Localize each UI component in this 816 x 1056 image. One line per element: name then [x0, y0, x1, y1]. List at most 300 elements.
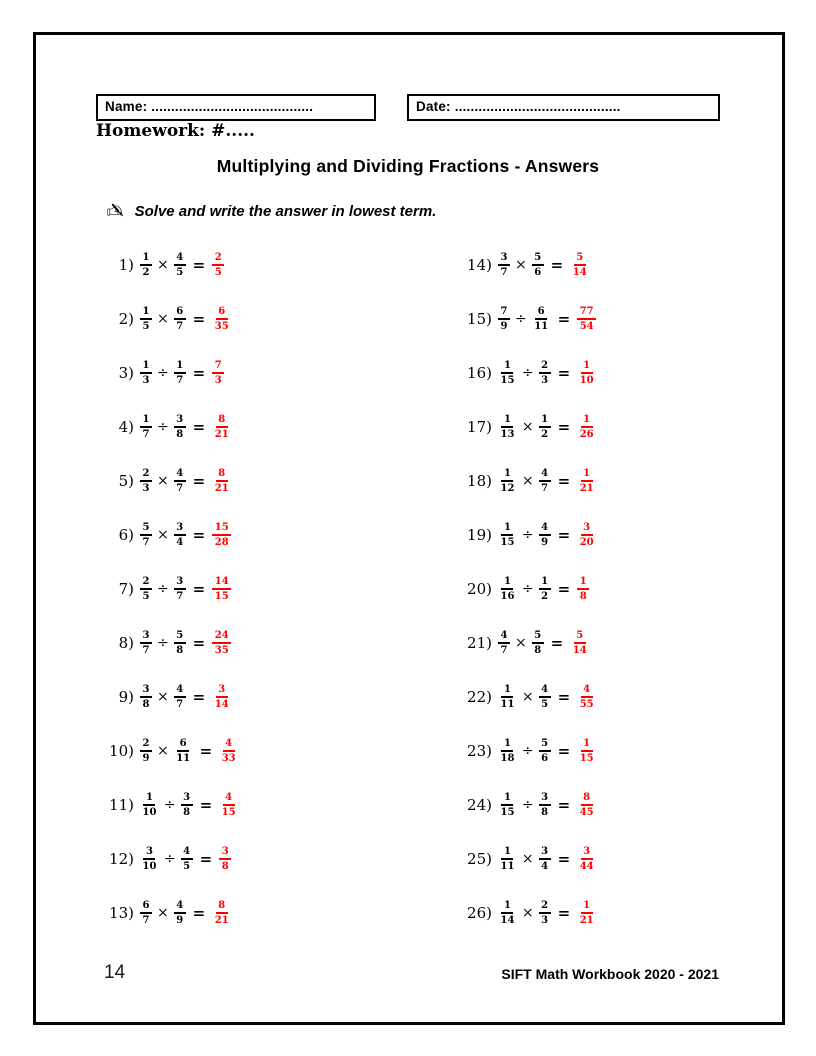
fraction-operand-1	[498, 467, 517, 495]
operator-sign: ÷	[156, 581, 169, 597]
fraction-numerator: 1	[501, 575, 513, 590]
operator-sign: ×	[521, 851, 534, 867]
fraction-numerator: 77	[577, 305, 596, 320]
fraction-numerator: 2	[140, 575, 152, 590]
fraction-numerator: 1	[501, 521, 513, 536]
problem-number: 25)	[467, 850, 492, 868]
problem-number: 22)	[467, 688, 492, 706]
fraction-denominator: 2	[142, 267, 150, 278]
fraction-numerator: 15	[212, 521, 231, 536]
fraction-numerator: 6	[177, 737, 189, 752]
fraction-denominator: 15	[221, 807, 236, 818]
fraction-numerator: 6	[140, 899, 152, 914]
fraction-numerator: 5	[532, 251, 544, 266]
problem-number: 9)	[118, 688, 134, 706]
problem-row	[440, 724, 596, 778]
fraction-answer	[219, 845, 231, 873]
fraction-denominator: 5	[176, 267, 184, 278]
fraction-answer	[577, 305, 596, 333]
fraction-numerator: 1	[143, 791, 155, 806]
problem-number: 6)	[118, 526, 134, 544]
fraction-operand-1	[498, 251, 510, 279]
operator-sign: ×	[156, 311, 169, 327]
fraction-denominator: 8	[142, 699, 150, 710]
fraction-numerator: 1	[501, 791, 513, 806]
fraction-denominator: 21	[214, 483, 229, 494]
problem-number: 14)	[467, 256, 492, 274]
fraction-answer	[577, 467, 596, 495]
fraction-operand-1	[140, 413, 152, 441]
fraction-denominator: 9	[142, 753, 150, 764]
fraction-numerator: 1	[501, 737, 513, 752]
fraction-answer	[577, 791, 596, 819]
problem-row	[84, 454, 238, 508]
name-field-box	[96, 94, 376, 121]
fraction-answer	[212, 251, 224, 279]
fraction-operand-1	[498, 683, 517, 711]
fraction-answer	[577, 521, 596, 549]
fraction-denominator: 3	[541, 375, 549, 386]
equals-sign: =	[192, 526, 206, 544]
fraction-answer	[212, 899, 231, 927]
fraction-numerator: 1	[501, 467, 513, 482]
fraction-denominator: 55	[579, 699, 594, 710]
fraction-operand-1	[140, 251, 152, 279]
fraction-denominator: 9	[541, 537, 549, 548]
fraction-numerator: 8	[216, 467, 228, 482]
fraction-answer	[212, 413, 231, 441]
fraction-numerator: 1	[501, 683, 513, 698]
operator-sign: ÷	[521, 581, 534, 597]
fraction-denominator: 8	[183, 807, 191, 818]
problem-number: 16)	[467, 364, 492, 382]
fraction-operand-1	[498, 899, 517, 927]
fraction-denominator: 5	[183, 861, 191, 872]
equals-sign: =	[192, 472, 206, 490]
equals-sign: =	[557, 688, 571, 706]
fraction-denominator: 18	[500, 753, 515, 764]
fraction-denominator: 9	[500, 321, 508, 332]
fraction-denominator: 13	[500, 429, 515, 440]
fraction-numerator: 8	[581, 791, 593, 806]
fraction-denominator: 21	[579, 483, 594, 494]
homework-label: Homework: #.....	[96, 121, 255, 141]
operator-sign: ÷	[514, 311, 527, 327]
problem-number: 21)	[467, 634, 492, 652]
fraction-denominator: 14	[214, 699, 229, 710]
fraction-numerator: 1	[501, 359, 513, 374]
fraction-numerator: 4	[174, 467, 186, 482]
fraction-denominator: 3	[541, 915, 549, 926]
page-title: Multiplying and Dividing Fractions - Answers	[216, 156, 600, 176]
fraction-numerator: 5	[174, 629, 186, 644]
equals-sign: =	[192, 904, 206, 922]
fraction-answer	[212, 629, 231, 657]
problem-row	[84, 508, 238, 562]
fraction-numerator: 7	[498, 305, 510, 320]
fraction-answer	[577, 899, 596, 927]
problem-row	[440, 508, 596, 562]
fraction-denominator: 11	[534, 321, 549, 332]
fraction-numerator: 1	[501, 899, 513, 914]
problem-row	[84, 670, 238, 724]
problem-number: 12)	[109, 850, 134, 868]
fraction-numerator: 3	[181, 791, 193, 806]
fraction-operand-2	[539, 359, 551, 387]
fraction-denominator: 10	[142, 861, 157, 872]
fraction-operand-2	[181, 845, 193, 873]
operator-sign: ×	[521, 689, 534, 705]
fraction-numerator: 4	[539, 521, 551, 536]
fraction-numerator: 5	[140, 521, 152, 536]
fraction-operand-1	[140, 791, 159, 819]
fraction-operand-2	[539, 737, 551, 765]
fraction-numerator: 1	[581, 467, 593, 482]
problem-row	[440, 778, 596, 832]
fraction-denominator: 14	[572, 645, 587, 656]
problem-row	[440, 454, 596, 508]
fraction-denominator: 3	[142, 483, 150, 494]
fraction-numerator: 4	[539, 467, 551, 482]
fraction-answer	[577, 413, 596, 441]
fraction-denominator: 33	[221, 753, 236, 764]
fraction-denominator: 7	[142, 645, 150, 656]
fraction-denominator: 4	[176, 537, 184, 548]
fraction-answer	[212, 305, 231, 333]
fraction-numerator: 1	[581, 359, 593, 374]
fraction-denominator: 8	[221, 861, 229, 872]
equals-sign: =	[557, 310, 571, 328]
fraction-denominator: 44	[579, 861, 594, 872]
operator-sign: ×	[156, 527, 169, 543]
problem-number: 11)	[109, 796, 134, 814]
fraction-denominator: 11	[500, 861, 515, 872]
fraction-denominator: 6	[541, 753, 549, 764]
fraction-answer	[219, 791, 238, 819]
fraction-denominator: 54	[579, 321, 594, 332]
fraction-answer	[577, 845, 596, 873]
equals-sign: =	[557, 850, 571, 868]
fraction-denominator: 21	[579, 915, 594, 926]
fraction-denominator: 4	[541, 861, 549, 872]
problem-row	[84, 616, 238, 670]
fraction-denominator: 5	[541, 699, 549, 710]
fraction-operand-1	[140, 845, 159, 873]
fraction-denominator: 14	[500, 915, 515, 926]
fraction-operand-2	[174, 575, 186, 603]
fraction-denominator: 16	[500, 591, 515, 602]
problem-row	[440, 832, 596, 886]
problems-column-right	[440, 238, 596, 940]
equals-sign: =	[557, 742, 571, 760]
problem-row	[440, 562, 596, 616]
fraction-operand-1	[498, 629, 510, 657]
fraction-denominator: 7	[176, 483, 184, 494]
fraction-denominator: 7	[142, 429, 150, 440]
fraction-answer	[212, 359, 224, 387]
operator-sign: ×	[521, 905, 534, 921]
fraction-denominator: 45	[579, 807, 594, 818]
operator-sign: ÷	[521, 743, 534, 759]
date-field-box	[407, 94, 720, 121]
equals-sign: =	[557, 472, 571, 490]
fraction-denominator: 10	[579, 375, 594, 386]
fraction-numerator: 1	[174, 359, 186, 374]
instruction-text: Solve and write the answer in lowest term.	[134, 203, 437, 220]
fraction-numerator: 3	[216, 683, 228, 698]
fraction-operand-2	[532, 251, 544, 279]
operator-sign: ×	[156, 473, 169, 489]
fraction-numerator: 5	[574, 251, 586, 266]
fraction-numerator: 6	[535, 305, 547, 320]
fraction-answer	[212, 521, 231, 549]
fraction-numerator: 1	[501, 845, 513, 860]
problem-number: 2)	[118, 310, 134, 328]
operator-sign: ÷	[521, 797, 534, 813]
operator-sign: ×	[156, 905, 169, 921]
fraction-denominator: 8	[176, 645, 184, 656]
fraction-operand-1	[140, 305, 152, 333]
fraction-denominator: 12	[500, 483, 515, 494]
problem-number: 20)	[467, 580, 492, 598]
fraction-numerator: 3	[539, 791, 551, 806]
fraction-numerator: 1	[581, 413, 593, 428]
problem-row	[84, 400, 238, 454]
fraction-operand-1	[140, 899, 152, 927]
fraction-numerator: 3	[174, 521, 186, 536]
operator-sign: ÷	[521, 365, 534, 381]
fraction-denominator: 15	[214, 591, 229, 602]
fraction-answer	[570, 251, 589, 279]
fraction-numerator: 2	[539, 899, 551, 914]
fraction-denominator: 3	[214, 375, 222, 386]
fraction-operand-2	[539, 413, 551, 441]
fraction-operand-2	[174, 737, 193, 765]
fraction-operand-1	[140, 467, 152, 495]
problem-number: 7)	[118, 580, 134, 598]
writing-hand-icon: ✍	[106, 199, 124, 223]
fraction-denominator: 35	[214, 645, 229, 656]
fraction-denominator: 14	[572, 267, 587, 278]
problem-row	[440, 616, 596, 670]
fraction-numerator: 5	[532, 629, 544, 644]
problem-row	[440, 670, 596, 724]
fraction-operand-2	[174, 521, 186, 549]
fraction-denominator: 5	[142, 321, 150, 332]
fraction-numerator: 2	[140, 737, 152, 752]
fraction-denominator: 7	[176, 321, 184, 332]
fraction-denominator: 28	[214, 537, 229, 548]
equals-sign: =	[192, 310, 206, 328]
fraction-denominator: 15	[579, 753, 594, 764]
fraction-numerator: 3	[539, 845, 551, 860]
problem-number: 4)	[118, 418, 134, 436]
fraction-numerator: 1	[577, 575, 589, 590]
fraction-denominator: 7	[176, 591, 184, 602]
equals-sign: =	[192, 688, 206, 706]
name-label: Name: .........................................	[105, 99, 314, 114]
problem-number: 13)	[109, 904, 134, 922]
fraction-operand-2	[539, 899, 551, 927]
problem-row	[440, 346, 596, 400]
fraction-denominator: 7	[500, 645, 508, 656]
fraction-numerator: 4	[223, 791, 235, 806]
operator-sign: ÷	[156, 635, 169, 651]
equals-sign: =	[557, 418, 571, 436]
fraction-answer	[577, 359, 596, 387]
problem-number: 15)	[467, 310, 492, 328]
fraction-operand-1	[140, 575, 152, 603]
fraction-numerator: 3	[140, 683, 152, 698]
problem-row	[84, 346, 238, 400]
fraction-denominator: 7	[176, 375, 184, 386]
fraction-numerator: 2	[212, 251, 224, 266]
fraction-numerator: 6	[174, 305, 186, 320]
fraction-operand-2	[539, 683, 551, 711]
fraction-denominator: 7	[500, 267, 508, 278]
fraction-operand-2	[174, 305, 186, 333]
equals-sign: =	[192, 256, 206, 274]
fraction-numerator: 4	[498, 629, 510, 644]
equals-sign: =	[557, 580, 571, 598]
fraction-operand-1	[498, 845, 517, 873]
problem-number: 17)	[467, 418, 492, 436]
fraction-denominator: 11	[500, 699, 515, 710]
fraction-operand-2	[174, 359, 186, 387]
equals-sign: =	[557, 796, 571, 814]
equals-sign: =	[199, 742, 213, 760]
problem-row	[84, 886, 238, 940]
fraction-numerator: 2	[539, 359, 551, 374]
fraction-denominator: 7	[142, 915, 150, 926]
equals-sign: =	[192, 364, 206, 382]
equals-sign: =	[199, 796, 213, 814]
fraction-denominator: 7	[176, 699, 184, 710]
fraction-answer	[577, 575, 589, 603]
fraction-numerator: 3	[219, 845, 231, 860]
fraction-answer	[577, 683, 596, 711]
fraction-operand-1	[498, 359, 517, 387]
fraction-operand-1	[498, 737, 517, 765]
fraction-denominator: 15	[500, 375, 515, 386]
fraction-denominator: 3	[142, 375, 150, 386]
fraction-numerator: 6	[216, 305, 228, 320]
operator-sign: ÷	[156, 419, 169, 435]
fraction-answer	[219, 737, 238, 765]
fraction-answer	[212, 575, 231, 603]
fraction-numerator: 14	[212, 575, 231, 590]
fraction-denominator: 15	[500, 807, 515, 818]
fraction-denominator: 9	[176, 915, 184, 926]
fraction-numerator: 1	[501, 413, 513, 428]
fraction-operand-2	[539, 575, 551, 603]
fraction-operand-1	[140, 683, 152, 711]
fraction-operand-1	[498, 575, 517, 603]
problem-number: 19)	[467, 526, 492, 544]
problem-number: 24)	[467, 796, 492, 814]
problem-number: 10)	[109, 742, 134, 760]
fraction-denominator: 8	[534, 645, 542, 656]
equals-sign: =	[557, 364, 571, 382]
fraction-numerator: 1	[140, 413, 152, 428]
problem-row	[84, 832, 238, 886]
fraction-numerator: 1	[140, 359, 152, 374]
equals-sign: =	[557, 526, 571, 544]
fraction-denominator: 21	[214, 429, 229, 440]
problem-number: 23)	[467, 742, 492, 760]
instruction-row	[106, 201, 436, 222]
fraction-denominator: 5	[142, 591, 150, 602]
fraction-numerator: 4	[581, 683, 593, 698]
fraction-operand-1	[140, 521, 152, 549]
fraction-denominator: 8	[541, 807, 549, 818]
problem-row	[84, 778, 238, 832]
fraction-numerator: 1	[581, 899, 593, 914]
equals-sign: =	[550, 634, 564, 652]
fraction-numerator: 4	[174, 251, 186, 266]
fraction-denominator: 8	[176, 429, 184, 440]
fraction-numerator: 3	[140, 629, 152, 644]
problem-row	[84, 292, 238, 346]
equals-sign: =	[557, 904, 571, 922]
fraction-denominator: 20	[579, 537, 594, 548]
fraction-operand-1	[498, 791, 517, 819]
fraction-numerator: 1	[539, 413, 551, 428]
fraction-operand-2	[174, 251, 186, 279]
fraction-numerator: 1	[140, 305, 152, 320]
fraction-numerator: 5	[539, 737, 551, 752]
problem-number: 3)	[118, 364, 134, 382]
fraction-numerator: 4	[539, 683, 551, 698]
fraction-numerator: 8	[216, 413, 228, 428]
problem-row	[440, 238, 596, 292]
operator-sign: ÷	[156, 365, 169, 381]
fraction-numerator: 4	[223, 737, 235, 752]
fraction-answer	[577, 737, 596, 765]
operator-sign: ÷	[163, 851, 176, 867]
fraction-numerator: 4	[181, 845, 193, 860]
operator-sign: ×	[514, 257, 527, 273]
problem-row	[440, 886, 596, 940]
fraction-denominator: 6	[534, 267, 542, 278]
fraction-answer	[570, 629, 589, 657]
fraction-operand-1	[498, 413, 517, 441]
fraction-numerator: 7	[212, 359, 224, 374]
fraction-operand-2	[174, 683, 186, 711]
problem-row	[440, 292, 596, 346]
fraction-numerator: 3	[581, 845, 593, 860]
problem-row	[84, 562, 238, 616]
problem-number: 26)	[467, 904, 492, 922]
fraction-numerator: 3	[174, 413, 186, 428]
fraction-operand-2	[174, 413, 186, 441]
problem-number: 5)	[118, 472, 134, 490]
fraction-denominator: 5	[214, 267, 222, 278]
operator-sign: ×	[156, 743, 169, 759]
fraction-operand-2	[539, 791, 551, 819]
fraction-numerator: 1	[581, 737, 593, 752]
fraction-operand-2	[174, 467, 186, 495]
fraction-numerator: 3	[581, 521, 593, 536]
fraction-numerator: 1	[539, 575, 551, 590]
fraction-denominator: 2	[541, 429, 549, 440]
fraction-operand-2	[532, 305, 551, 333]
operator-sign: ÷	[521, 527, 534, 543]
problem-number: 1)	[118, 256, 134, 274]
fraction-denominator: 10	[142, 807, 157, 818]
fraction-numerator: 2	[140, 467, 152, 482]
fraction-numerator: 3	[143, 845, 155, 860]
